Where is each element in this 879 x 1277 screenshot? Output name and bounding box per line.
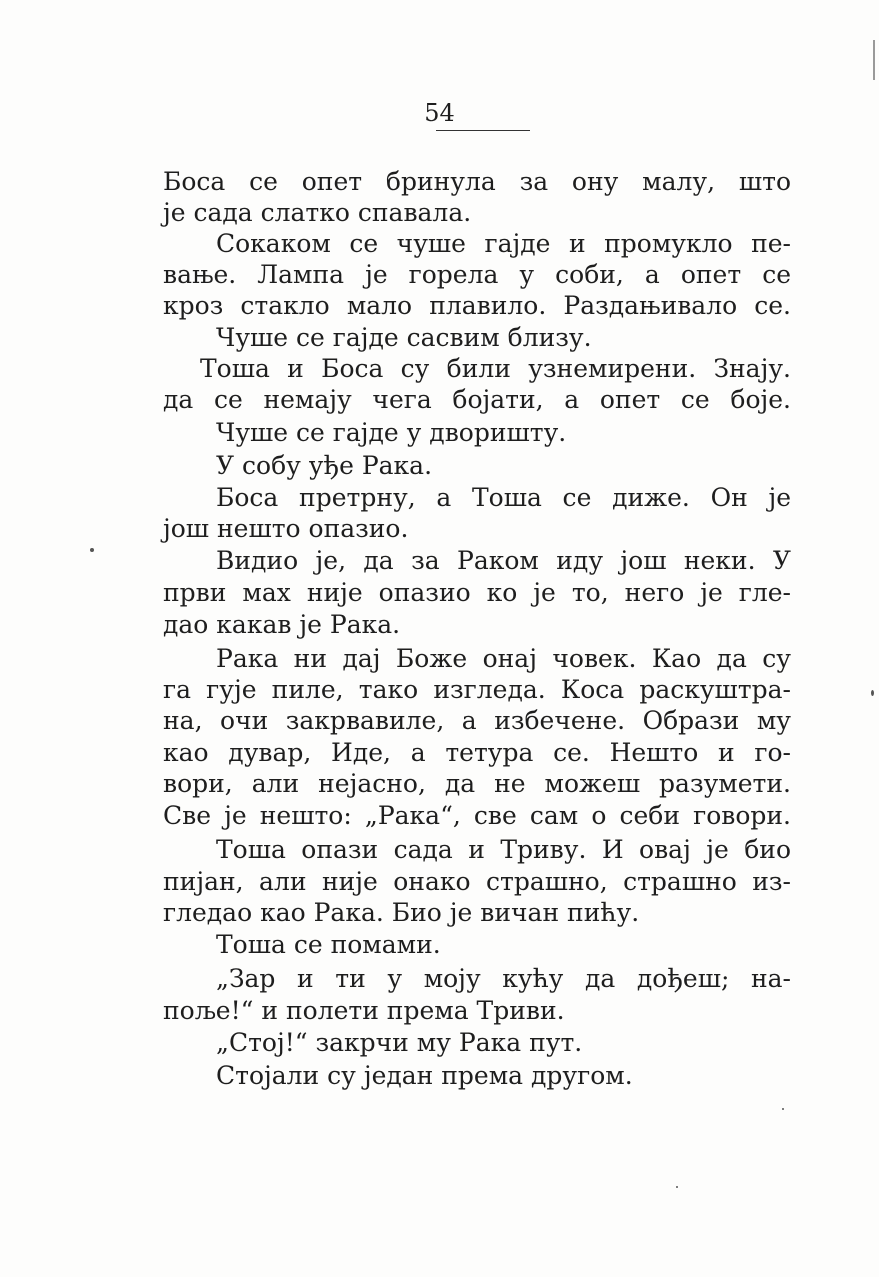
ink-speck [90, 548, 94, 552]
text-line-28: „Стој!“ закрчи му Рака пут. [216, 1028, 583, 1057]
text-line-17: га гује пиле, тако изгледа. Коса раскуштра- [163, 675, 791, 704]
text-line-7: Тоша и Боса су били узнемирени. Знају. [200, 354, 791, 383]
text-line-20: вори, али нејасно, да не можеш разумети. [163, 769, 791, 798]
text-line-11: Боса претрну, а Тоша се диже. Он је [216, 483, 791, 512]
text-line-29: Стојали су један према другом. [216, 1061, 633, 1090]
text-line-9: Чуше се гајде у дворишту. [216, 418, 567, 447]
text-line-2: је сада слатко спавала. [163, 198, 472, 227]
text-line-14: први мах није опазио ко је то, него је гле- [163, 578, 791, 607]
ink-speck [782, 1108, 784, 1110]
text-line-3: Сокаком се чуше гајде и промукло пе- [216, 229, 791, 258]
text-line-8: да се немају чега бојати, а опет се боје. [163, 385, 791, 414]
text-line-24: гледао као Рака. Био је вичан пићу. [163, 898, 640, 927]
ink-speck [676, 1186, 678, 1188]
text-line-15: дао какав је Рака. [163, 610, 401, 639]
text-line-4: вање. Лампа је горела у соби, а опет се [163, 260, 791, 289]
text-line-10: У собу уђе Рака. [216, 451, 433, 480]
text-line-19: као дувар, Иде, а тетура се. Нешто и го- [163, 738, 791, 767]
text-line-5: кроз стакло мало плавило. Раздањивало се. [163, 291, 791, 320]
page-number: 54 [424, 99, 455, 127]
text-line-6: Чуше се гајде сасвим близу. [216, 323, 592, 352]
ink-speck [871, 690, 874, 696]
text-line-27: поље!“ и полети према Триви. [163, 996, 565, 1025]
text-line-21: Све је нешто: „Рака“, све сам о себи говори. [163, 801, 791, 830]
header-rule [436, 130, 530, 131]
text-line-13: Видио је, да за Раком иду још неки. У [216, 546, 791, 575]
text-line-12: још нешто опазио. [163, 514, 409, 543]
text-line-23: пијан, али није онако страшно, страшно из- [163, 867, 791, 896]
text-line-18: на, очи закрвавиле, а избечене. Образи му [163, 706, 791, 735]
text-line-22: Тоша опази сада и Триву. И овај је био [216, 835, 791, 864]
text-line-26: „Зар и ти у моју кућу да дођеш; на- [216, 964, 791, 993]
page-edge-mark [873, 40, 875, 80]
text-line-25: Тоша се помами. [216, 930, 441, 959]
text-line-16: Рака ни дај Боже онај човек. Као да су [216, 644, 791, 673]
text-line-1: Боса се опет бринула за ону малу, што [163, 167, 791, 196]
